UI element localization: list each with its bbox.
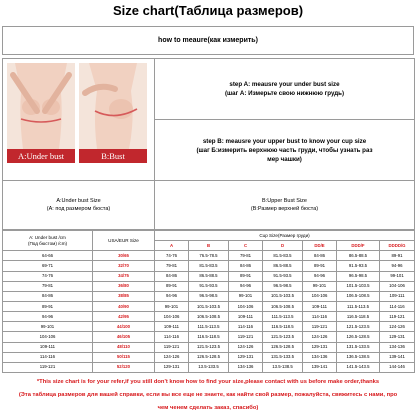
cup-value-cell: 76.5-78.5 <box>189 251 229 261</box>
cup-value-cell: 119-121 <box>380 312 415 322</box>
cup-value-cell: 114-116 <box>380 301 415 311</box>
cup-value-cell: 79-81 <box>155 261 189 271</box>
cup-value-cell: 84-86 <box>303 251 337 261</box>
footer-note <box>0 376 416 415</box>
cup-value-cell: 99-101 <box>229 291 263 301</box>
table-row <box>3 352 415 362</box>
under-bust-cell: 114-116 <box>3 352 93 362</box>
cup-value-cell: 131.5-133.5 <box>263 352 303 362</box>
cup-header: C <box>229 241 263 251</box>
us-size-cell: 52/120 <box>93 362 155 372</box>
us-size-cell: 40/90 <box>93 301 155 311</box>
note-line-1: *This size chart is for your refer,if you still don't know how to find your size,please contact with us before make order,thanks <box>36 379 380 385</box>
cup-value-cell: 104-106 <box>155 312 189 322</box>
cup-value-cell: 121.5-123.5 <box>189 342 229 352</box>
cup-value-cell: 86.5-88.5 <box>263 261 303 271</box>
cup-value-cell: 99-101 <box>380 271 415 281</box>
cup-value-cell: 126.5-128.5 <box>263 342 303 352</box>
cup-value-cell: 89-91 <box>380 251 415 261</box>
under-bust-cell: 89-91 <box>3 301 93 311</box>
cup-value-cell: 104-106 <box>229 301 263 311</box>
cup-value-cell: 109-111 <box>155 322 189 332</box>
us-size-cell: 48/110 <box>93 342 155 352</box>
cup-value-cell: 89-91 <box>155 281 189 291</box>
size-table-header-row <box>3 231 415 241</box>
howto-label: how to meaure(как измерить) <box>3 27 414 55</box>
table-row <box>3 342 415 352</box>
cup-value-cell: 139-141 <box>303 362 337 372</box>
cup-value-cell: 104-106 <box>303 291 337 301</box>
cup-value-cell: 114-116 <box>155 332 189 342</box>
cup-value-cell: 129-131 <box>303 342 337 352</box>
cup-value-cell: 79-81 <box>229 251 263 261</box>
cup-header: D <box>263 241 303 251</box>
cup-header: DD/E <box>303 241 337 251</box>
cup-value-cell: 119-121 <box>229 332 263 342</box>
col-header-under-bust-label: A: Under bust /cm (Под бюстом) /cm) <box>27 234 68 246</box>
cup-value-cell: 101.5-103.5 <box>337 281 380 291</box>
table-row <box>3 362 415 372</box>
cup-value-cell: 126.5-128.5 <box>189 352 229 362</box>
cup-value-cell: 116.5-118.5 <box>263 322 303 332</box>
cup-value-cell: 106.5-108.5 <box>189 312 229 322</box>
bust-caption: B:Bust <box>79 149 147 163</box>
step-a-label: step A: meausre your under bust size (шаг А: Измерьте свою нижнюю грудь) <box>224 81 345 97</box>
cup-value-cell: 129-131 <box>155 362 189 372</box>
under-bust-cell: 109-111 <box>3 342 93 352</box>
cup-value-cell: 104-106 <box>380 281 415 291</box>
table-row <box>3 291 415 301</box>
under-bust-cell: 74-76 <box>3 271 93 281</box>
cup-header: A <box>155 241 189 251</box>
under-bust-cell: 119-121 <box>3 362 93 372</box>
cup-value-cell: 96.5-98.5 <box>189 291 229 301</box>
cup-value-cell: 74-76 <box>155 251 189 261</box>
howto-row <box>2 26 414 55</box>
steps-section <box>2 58 415 181</box>
note-line-3: чем ченем сделать заказ, спасибо) <box>157 405 259 411</box>
cup-value-cell: 116.5-118.5 <box>189 332 229 342</box>
table-row <box>3 322 415 332</box>
cup-value-cell: 89-91 <box>303 261 337 271</box>
cup-value-cell: 124-126 <box>380 322 415 332</box>
cup-value-cell: 114-116 <box>303 312 337 322</box>
cup-value-cell: 109-111 <box>229 312 263 322</box>
cup-header: DDD/F <box>337 241 380 251</box>
cup-value-cell: 99-101 <box>155 301 189 311</box>
cup-value-cell: 81.5-83.5 <box>263 251 303 261</box>
table-row <box>3 301 415 311</box>
under-bust-cell: 99-101 <box>3 322 93 332</box>
cup-value-cell: 91.5-93.5 <box>263 271 303 281</box>
cup-value-cell: 94-96 <box>229 281 263 291</box>
cup-value-cell: 94-96 <box>380 261 415 271</box>
cup-value-cell: 96.5-98.5 <box>337 271 380 281</box>
cup-value-cell: 94-96 <box>155 291 189 301</box>
cup-value-cell: 91.5-93.5 <box>337 261 380 271</box>
cup-value-cell: 101.5-103.5 <box>263 291 303 301</box>
cup-value-cell: 106.5-108.5 <box>263 301 303 311</box>
cup-value-cell: 136.5-138.5 <box>337 352 380 362</box>
page-title: Size chart(Таблица размеров) <box>112 3 304 18</box>
us-size-cell: 44/100 <box>93 322 155 332</box>
cup-value-cell: 124-126 <box>303 332 337 342</box>
table-row <box>3 261 415 271</box>
cup-value-cell: 84-86 <box>229 261 263 271</box>
step-b-text <box>155 120 415 181</box>
us-size-cell: 36/80 <box>93 281 155 291</box>
under-bust-size-header <box>3 181 155 230</box>
table-row <box>3 312 415 322</box>
under-bust-cell: 64-66 <box>3 251 93 261</box>
note-line-2: (Эта таблица размеров для вашей справки, если вы все еще не знаете, как найти свой размер, пожалуйста, свяжитесь с нами, про <box>18 392 398 398</box>
under-bust-cell: 79-81 <box>3 281 93 291</box>
under-bust-cell: 94-96 <box>3 312 93 322</box>
figures-cell <box>3 59 155 181</box>
table-row <box>3 251 415 261</box>
under-bust-figure <box>7 63 75 163</box>
cup-value-cell: 96.5-98.5 <box>263 281 303 291</box>
cup-value-cell: 111.5-113.5 <box>189 322 229 332</box>
under-bust-caption: A:Under bust <box>7 149 75 163</box>
measure-headers <box>2 180 415 230</box>
table-row <box>3 332 415 342</box>
cup-value-cell: 114-116 <box>229 322 263 332</box>
step-a-text <box>155 59 415 120</box>
cup-value-cell: 89-91 <box>229 271 263 281</box>
bust-illustration <box>79 63 147 163</box>
cup-value-cell: 141.5-143.5 <box>337 362 380 372</box>
cup-value-cell: 99-101 <box>303 281 337 291</box>
cup-value-cell: 126.5-128.5 <box>337 332 380 342</box>
cup-value-cell: 121.5-123.5 <box>337 322 380 332</box>
cup-value-cell: 94-96 <box>303 271 337 281</box>
cup-value-cell: 91.5-93.5 <box>189 281 229 291</box>
cup-size-group-header: Cup Size(Размер груди) <box>155 231 415 241</box>
cup-header: DDDD/G <box>380 241 415 251</box>
under-bust-cell: 84-86 <box>3 291 93 301</box>
cup-value-cell: 139-141 <box>380 352 415 362</box>
us-size-cell: 46/105 <box>93 332 155 342</box>
us-size-cell: 32/70 <box>93 261 155 271</box>
cup-value-cell: 121.5-123.5 <box>263 332 303 342</box>
cup-value-cell: 13.5-133.5 <box>189 362 229 372</box>
cup-value-cell: 134-136 <box>229 362 263 372</box>
cup-value-cell: 119-121 <box>155 342 189 352</box>
cup-value-cell: 131.5-133.5 <box>337 342 380 352</box>
us-size-cell: 42/95 <box>93 312 155 322</box>
cup-value-cell: 124-126 <box>229 342 263 352</box>
cup-value-cell: 13.5-138.5 <box>263 362 303 372</box>
size-table <box>2 230 415 373</box>
cup-value-cell: 111.5-113.5 <box>263 312 303 322</box>
us-size-cell: 50/115 <box>93 352 155 362</box>
col-header-under-bust <box>3 231 93 251</box>
us-size-cell: 38/85 <box>93 291 155 301</box>
cup-value-cell: 109-111 <box>303 301 337 311</box>
upper-bust-size-header <box>155 181 415 230</box>
us-size-cell: 30/65 <box>93 251 155 261</box>
cup-value-cell: 86.5-88.5 <box>337 251 380 261</box>
cup-value-cell: 116.5-118.5 <box>337 312 380 322</box>
cup-value-cell: 144-146 <box>380 362 415 372</box>
col-header-us-size: USA/EUR Size <box>93 231 155 251</box>
cup-header: B <box>189 241 229 251</box>
cup-value-cell: 111.5-113.5 <box>337 301 380 311</box>
under-bust-cell: 69-71 <box>3 261 93 271</box>
under-bust-illustration <box>7 63 75 163</box>
cup-value-cell: 134-136 <box>380 342 415 352</box>
cup-value-cell: 124-126 <box>155 352 189 362</box>
bust-figure <box>79 63 147 163</box>
upper-bust-size-label: B:Upper Bust Size (B:Размер верхней бюста) <box>250 198 319 212</box>
cup-value-cell: 106.5-108.5 <box>337 291 380 301</box>
cup-value-cell: 101.5-103.5 <box>189 301 229 311</box>
cup-value-cell: 86.5-88.5 <box>189 271 229 281</box>
step-b-label: step B: meausre your upper bust to know your cup size (шаг Б:измерить верхнюю часть груди, чтобы узнать раз мер чашки) <box>196 137 373 163</box>
cup-value-cell: 129-131 <box>229 352 263 362</box>
cup-value-cell: 119-121 <box>303 322 337 332</box>
us-size-cell: 34/75 <box>93 271 155 281</box>
under-bust-size-label: A:Under bust Size (A: под размером бюста) <box>46 198 111 212</box>
cup-value-cell: 109-111 <box>380 291 415 301</box>
table-row <box>3 281 415 291</box>
under-bust-cell: 104-106 <box>3 332 93 342</box>
cup-value-cell: 84-86 <box>155 271 189 281</box>
table-row <box>3 271 415 281</box>
cup-value-cell: 129-131 <box>380 332 415 342</box>
cup-value-cell: 81.5-83.5 <box>189 261 229 271</box>
cup-value-cell: 134-136 <box>303 352 337 362</box>
